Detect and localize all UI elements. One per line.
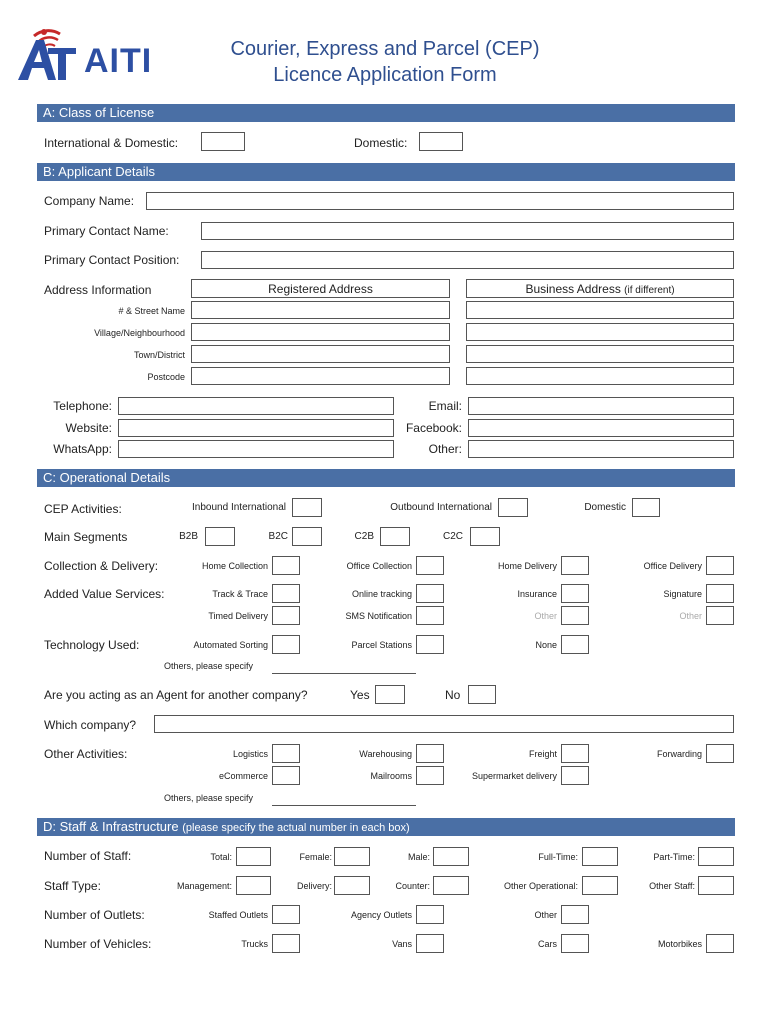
- primary-contact-name-label: Primary Contact Name:: [44, 224, 169, 238]
- village-label: Village/Neighbourhood: [94, 328, 185, 338]
- parcel-stations-checkbox[interactable]: [416, 635, 444, 654]
- other-operational-staff-field[interactable]: [582, 876, 618, 895]
- online-tracking-checkbox[interactable]: [416, 584, 444, 603]
- vans-field[interactable]: [416, 934, 444, 953]
- home-collection-label: Home Collection: [201, 561, 268, 571]
- forwarding-label: Forwarding: [656, 749, 702, 759]
- online-tracking-label: Online tracking: [351, 589, 412, 599]
- office-collection-label: Office Collection: [346, 561, 412, 571]
- logistics-label: Logistics: [232, 749, 268, 759]
- business-town-field[interactable]: [466, 345, 734, 363]
- sms-notification-checkbox[interactable]: [416, 606, 444, 625]
- trucks-label: Trucks: [241, 939, 268, 949]
- number-of-vehicles-label: Number of Vehicles:: [44, 937, 152, 951]
- added-value-services-label: Added Value Services:: [44, 587, 165, 601]
- signature-label: Signature: [663, 589, 702, 599]
- address-information-label: Address Information: [44, 283, 152, 297]
- agency-outlets-field[interactable]: [416, 905, 444, 924]
- other-service-2-checkbox[interactable]: [706, 606, 734, 625]
- insurance-checkbox[interactable]: [561, 584, 589, 603]
- office-delivery-checkbox[interactable]: [706, 556, 734, 575]
- collection-delivery-label: Collection & Delivery:: [44, 559, 159, 573]
- home-delivery-checkbox[interactable]: [561, 556, 589, 575]
- registered-town-field[interactable]: [191, 345, 450, 363]
- parttime-staff-label: Part-Time:: [653, 852, 695, 862]
- other-operational-staff-label: Other Operational:: [503, 881, 578, 891]
- b2b-label: B2B: [179, 531, 198, 542]
- other-contact-label: Other:: [428, 442, 462, 456]
- freight-checkbox[interactable]: [561, 744, 589, 763]
- counter-staff-label: Counter:: [395, 881, 430, 891]
- insurance-label: Insurance: [517, 589, 557, 599]
- vans-label: Vans: [392, 939, 412, 949]
- supermarket-delivery-checkbox[interactable]: [561, 766, 589, 785]
- agency-outlets-label: Agency Outlets: [350, 910, 412, 920]
- ecommerce-checkbox[interactable]: [272, 766, 300, 785]
- management-staff-field[interactable]: [236, 876, 271, 895]
- staffed-outlets-label: Staffed Outlets: [208, 910, 268, 920]
- track-trace-checkbox[interactable]: [272, 584, 300, 603]
- warehousing-checkbox[interactable]: [416, 744, 444, 763]
- b2c-checkbox[interactable]: [292, 527, 322, 546]
- timed-delivery-checkbox[interactable]: [272, 606, 300, 625]
- timed-delivery-label: Timed Delivery: [208, 611, 268, 621]
- form-title-line1: Courier, Express and Parcel (CEP): [230, 38, 540, 60]
- agent-yes-checkbox[interactable]: [375, 685, 405, 704]
- other-service-1-checkbox[interactable]: [561, 606, 589, 625]
- staffed-outlets-field[interactable]: [272, 905, 300, 924]
- sms-notification-label: SMS Notification: [345, 611, 412, 621]
- staff-type-label: Staff Type:: [44, 879, 101, 893]
- domestic-checkbox[interactable]: [419, 132, 463, 151]
- other-staff-field[interactable]: [698, 876, 734, 895]
- aiti-logo-icon: [14, 26, 94, 86]
- home-delivery-label: Home Delivery: [497, 561, 557, 571]
- office-collection-checkbox[interactable]: [416, 556, 444, 575]
- cep-activities-label: CEP Activities:: [44, 502, 122, 516]
- female-staff-label: Female:: [299, 852, 332, 862]
- parcel-stations-label: Parcel Stations: [351, 640, 412, 650]
- c2c-label: C2C: [442, 531, 463, 542]
- home-collection-checkbox[interactable]: [272, 556, 300, 575]
- tech-others-specify-label: Others, please specify: [164, 661, 254, 671]
- technology-used-label: Technology Used:: [44, 638, 140, 652]
- facebook-label: Facebook:: [405, 421, 462, 435]
- forwarding-checkbox[interactable]: [706, 744, 734, 763]
- c2b-label: C2B: [354, 531, 374, 542]
- c2c-checkbox[interactable]: [470, 527, 500, 546]
- town-label: Town/District: [133, 350, 185, 360]
- fulltime-staff-field[interactable]: [582, 847, 618, 866]
- counter-staff-field[interactable]: [433, 876, 469, 895]
- female-staff-field[interactable]: [334, 847, 370, 866]
- international-domestic-checkbox[interactable]: [201, 132, 245, 151]
- inbound-international-label: Inbound International: [192, 502, 286, 513]
- registered-street-field[interactable]: [191, 301, 450, 319]
- section-a-header: A: Class of License: [37, 104, 735, 122]
- b2b-checkbox[interactable]: [205, 527, 235, 546]
- number-of-outlets-label: Number of Outlets:: [44, 908, 145, 922]
- other-service-1-label: Other: [534, 611, 557, 621]
- none-label: None: [535, 640, 557, 650]
- total-staff-field[interactable]: [236, 847, 271, 866]
- automated-sorting-label: Automated Sorting: [193, 640, 268, 650]
- signature-checkbox[interactable]: [706, 584, 734, 603]
- inbound-international-checkbox[interactable]: [292, 498, 322, 517]
- whatsapp-label: WhatsApp:: [53, 442, 112, 456]
- other-outlets-label: Other: [534, 910, 557, 920]
- section-c-header: C: Operational Details: [37, 469, 735, 487]
- office-delivery-label: Office Delivery: [643, 561, 702, 571]
- telephone-field[interactable]: [118, 397, 394, 415]
- postcode-label: Postcode: [147, 372, 185, 382]
- other-outlets-field[interactable]: [561, 905, 589, 924]
- c2b-checkbox[interactable]: [380, 527, 410, 546]
- domestic-activity-label: Domestic: [584, 502, 626, 513]
- delivery-staff-field[interactable]: [334, 876, 370, 895]
- b2c-label: B2C: [268, 531, 288, 542]
- trucks-field[interactable]: [272, 934, 300, 953]
- motorbikes-label: Motorbikes: [657, 939, 702, 949]
- automated-sorting-checkbox[interactable]: [272, 635, 300, 654]
- tech-others-specify-line[interactable]: [272, 673, 416, 674]
- none-checkbox[interactable]: [561, 635, 589, 654]
- delivery-staff-label: Delivery:: [296, 881, 332, 891]
- fulltime-staff-label: Full-Time:: [538, 852, 578, 862]
- freight-label: Freight: [528, 749, 557, 759]
- section-b-header: B: Applicant Details: [37, 163, 735, 181]
- form-title-line2: Licence Application Form: [273, 64, 497, 86]
- business-address-header: Business Address (if different): [466, 279, 734, 298]
- agent-question-label: Are you acting as an Agent for another company?: [44, 688, 308, 702]
- mailrooms-label: Mailrooms: [370, 771, 412, 781]
- street-name-label: # & Street Name: [118, 306, 185, 316]
- parttime-staff-field[interactable]: [698, 847, 734, 866]
- track-trace-label: Track & Trace: [212, 589, 268, 599]
- supermarket-delivery-label: Supermarket delivery: [471, 771, 557, 781]
- other-staff-label: Other Staff:: [649, 881, 695, 891]
- primary-contact-position-label: Primary Contact Position:: [44, 253, 180, 267]
- registered-address-header: Registered Address: [191, 279, 450, 298]
- warehousing-label: Warehousing: [359, 749, 412, 759]
- logo-text: AITI: [84, 42, 153, 80]
- registered-postcode-field[interactable]: [191, 367, 450, 385]
- agent-yes-label: Yes: [350, 688, 370, 702]
- which-company-label: Which company?: [44, 718, 137, 732]
- other-contact-field[interactable]: [468, 440, 734, 458]
- section-d-header: D: Staff & Infrastructure (please specify the actual number in each box): [37, 818, 735, 836]
- domestic-label: Domestic:: [354, 136, 408, 150]
- domestic-activity-checkbox[interactable]: [632, 498, 660, 517]
- other-activities-label: Other Activities:: [44, 747, 128, 761]
- registered-village-field[interactable]: [191, 323, 450, 341]
- primary-contact-name-field[interactable]: [201, 222, 734, 240]
- cars-field[interactable]: [561, 934, 589, 953]
- agent-no-label: No: [445, 688, 461, 702]
- management-staff-label: Management:: [176, 881, 232, 891]
- agent-no-checkbox[interactable]: [468, 685, 496, 704]
- outbound-international-checkbox[interactable]: [498, 498, 528, 517]
- business-street-field[interactable]: [466, 301, 734, 319]
- activities-others-specify-label: Others, please specify: [164, 793, 254, 803]
- international-domestic-label: International & Domestic:: [44, 136, 179, 150]
- business-postcode-field[interactable]: [466, 367, 734, 385]
- primary-contact-position-field[interactable]: [201, 251, 734, 269]
- ecommerce-label: eCommerce: [218, 771, 268, 781]
- motorbikes-field[interactable]: [706, 934, 734, 953]
- total-staff-label: Total:: [210, 852, 232, 862]
- logistics-checkbox[interactable]: [272, 744, 300, 763]
- email-label: Email:: [428, 399, 462, 413]
- other-service-2-label: Other: [679, 611, 702, 621]
- email-field[interactable]: [468, 397, 734, 415]
- number-of-staff-label: Number of Staff:: [44, 849, 132, 863]
- male-staff-label: Male:: [407, 852, 430, 862]
- which-company-field[interactable]: [154, 715, 734, 733]
- main-segments-label: Main Segments: [44, 530, 128, 544]
- business-village-field[interactable]: [466, 323, 734, 341]
- company-name-field[interactable]: [146, 192, 734, 210]
- logo: [14, 26, 154, 86]
- cars-label: Cars: [537, 939, 557, 949]
- telephone-label: Telephone:: [53, 399, 112, 413]
- outbound-international-label: Outbound International: [390, 502, 492, 513]
- male-staff-field[interactable]: [433, 847, 469, 866]
- whatsapp-field[interactable]: [118, 440, 394, 458]
- website-field[interactable]: [118, 419, 394, 437]
- company-name-label: Company Name:: [44, 194, 135, 208]
- activities-others-specify-line[interactable]: [272, 805, 416, 806]
- website-label: Website:: [65, 421, 112, 435]
- facebook-field[interactable]: [468, 419, 734, 437]
